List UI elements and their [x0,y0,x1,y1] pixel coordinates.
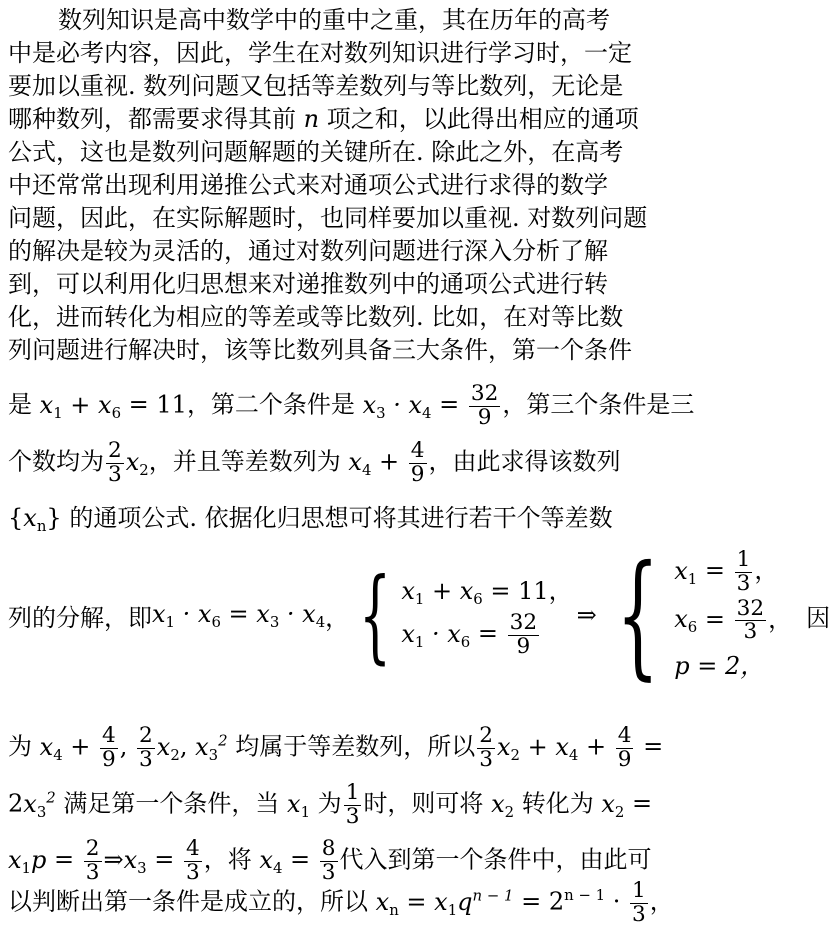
text-line-math: $x_1p$ = $\frac{2}{3}$ $\Rightarrow x_3$ = $\frac{4}{3}$ ，将 $x_4$ = $\frac{8}{3}$ 代入到第一个条件中，由此可 [8,836,652,885]
text-line-math: 为 $x_4$ + $\frac{4}{9}$ , $\frac{2}{3}$ $x_2$, $x_3^2$ 均属于等差数列，所以 $\frac{2}{3}$ $x_2 + x_4$ + $\frac{4}{9}$ = [8,723,664,772]
text-line: 化，进而转化为相应的等差或等比数列. 比如，在对等比数 [8,303,624,331]
text-line-overflow [8,0,64,1]
text-line: 问题，因此，在实际解题时，也同样要加以重视. 对数列问题 [8,204,648,232]
text-line: 中还常常出现利用递推公式来对通项公式进行求得的数学 [8,171,608,199]
fraction: $\frac{32}{9}$ [470,381,499,430]
fraction: $\frac{2}{3}$ [108,438,122,487]
text-line: 中是必考内容，因此，学生在对数列知识进行学习时，一定 [8,39,632,67]
text-line-math: 个数均为 $\frac{2}{3}$ $x_2$，并且等差数列为 $x_4$ + $\frac{4}{9}$ ，由此求得该数列 [8,438,621,487]
equation-system-line: 列的分解，即 $x_1 \cdot x_6 = x_3 \cdot x_4$ ， { $x_1 + x_6 = 11$， $x_1 \cdot x_6$ = $\frac{32}{9}$ ⇒ { $x_1$ = $\frac{1}{3}$ ， $x_6$ = $\frac{32}{3}$ ， p = 2， 因 [8,535,830,693]
text-line: 要加以重视. 数列问题又包括等差数列与等比数列，无论是 [8,72,624,100]
text-line: 数列知识是高中数学中的重中之重，其在历年的高考 [58,6,610,34]
text-line: 哪种数列，都需要求得其前 n 项之和，以此得出相应的通项 [8,105,639,133]
text-line: 列问题进行解决时，该等比数列具备三大条件，第一个条件 [8,336,632,364]
text-line: 公式，这也是数列问题解题的关键所在. 除此之外，在高考 [8,138,624,166]
equation-system: { $x_1 + x_6 = 11$， $x_1 \cdot x_6$ = $\frac{32}{9}$ [359,555,573,674]
text-line-math: 以判断出第一条件是成立的，所以 $x_n = x_1q^{n - 1} = 2^{n - 1}$ · $\frac{1}{3}$ ， [8,878,674,927]
text-line: 的解决是较为灵活的，通过对数列问题进行深入分析了解 [8,237,608,265]
text-line-math: $2x_3^2$ 满足第一个条件，当 $x_1$ 为 $\frac{1}{3}$ 时，则可将 $x_2$ 转化为 $x_2$ = [8,780,653,829]
text-line-math: 是 $x_1 + x_6 = 11$，第二个条件是 $x_3 \cdot x_4$ = $\frac{32}{9}$ ，第三个条件是三 [8,381,695,430]
text-line: $\{x_n\}$ 的通项公式. 依据化归思想可将其进行若干个等差数 [8,504,613,535]
equation-system: { $x_1$ = $\frac{1}{3}$ ， $x_6$ = $\frac{32}{3}$ ， p = 2， [616,535,793,693]
text-line: 到，可以利用化归思想来对递推数列中的通项公式进行转 [8,270,608,298]
fraction: $\frac{4}{9}$ [410,438,425,487]
